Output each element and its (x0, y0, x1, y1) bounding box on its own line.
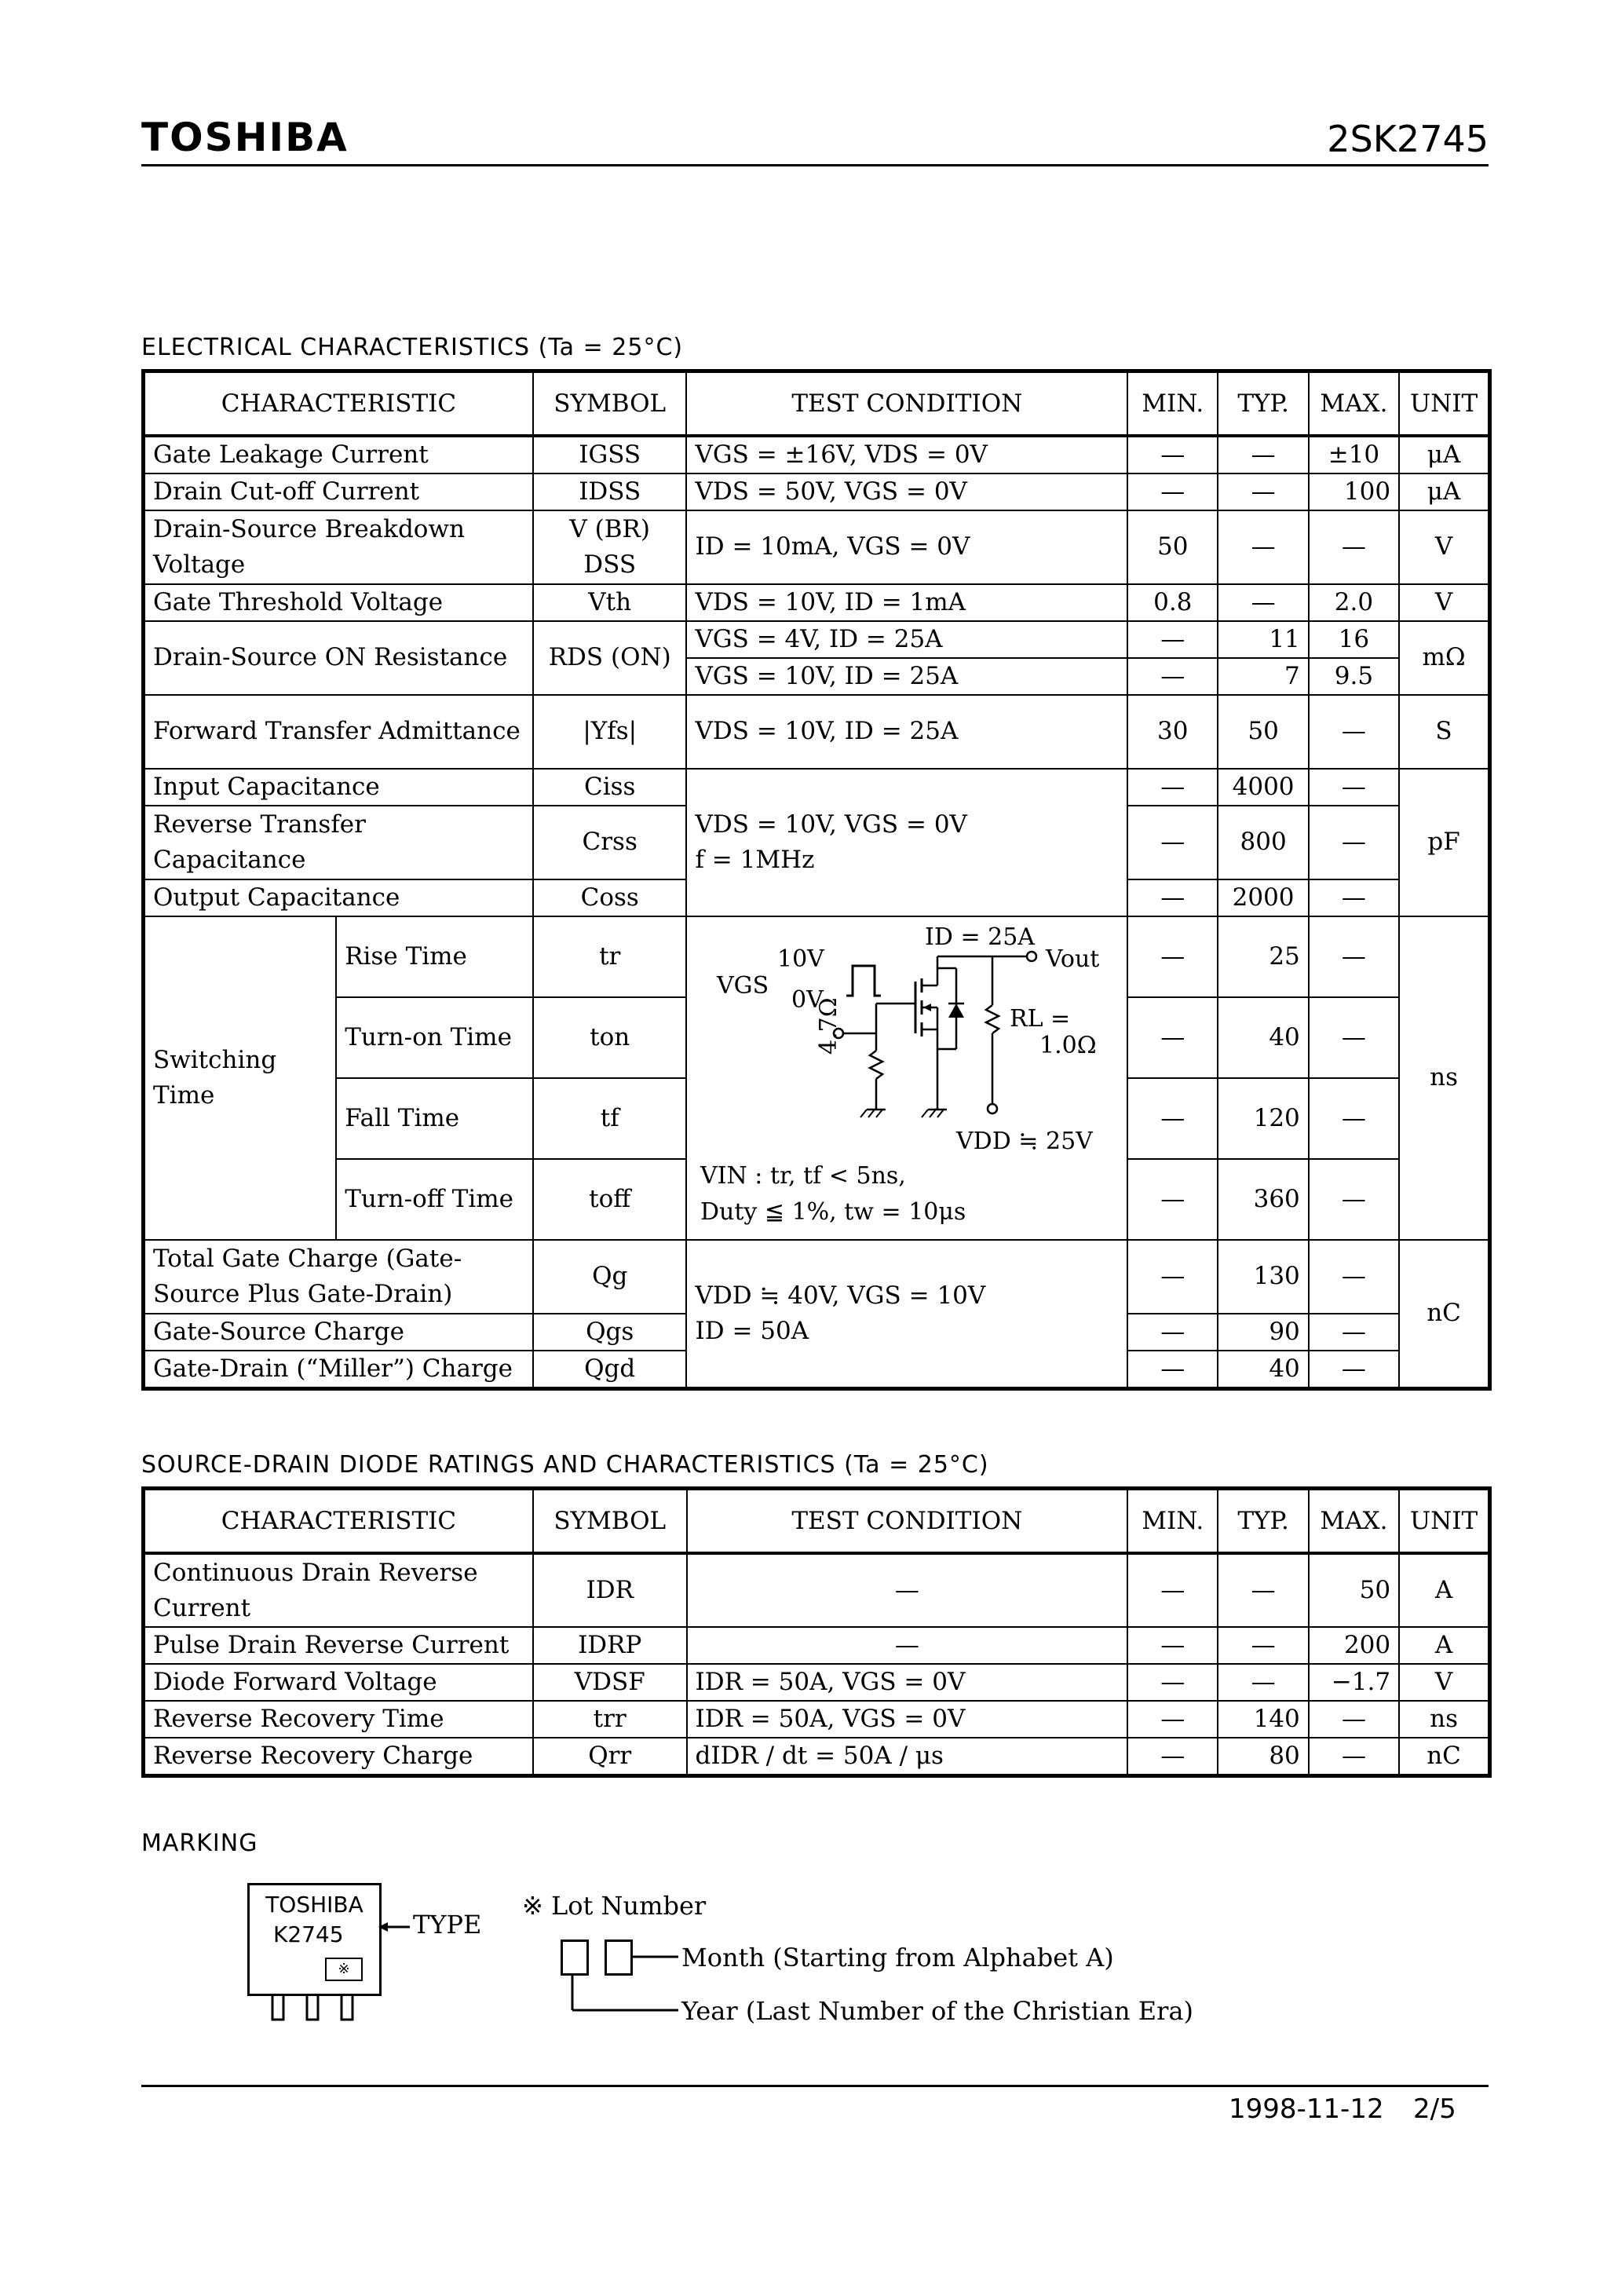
cond-line: f = 1MHz (695, 845, 815, 874)
char-name: Gate Leakage Current (144, 436, 533, 473)
char-unit: μA (1399, 436, 1489, 473)
char-unit: ns (1399, 1701, 1489, 1738)
char-unit: V (1399, 510, 1489, 584)
char-min: — (1127, 1240, 1218, 1314)
table-row (144, 695, 1490, 769)
char-name: Reverse Recovery Time (144, 1701, 533, 1738)
char-symbol: Qgd (533, 1351, 687, 1388)
char-max: — (1309, 1159, 1399, 1240)
char-unit: pF (1399, 769, 1489, 916)
char-min: — (1127, 1078, 1218, 1159)
char-unit: V (1399, 584, 1489, 621)
char-condition: VDS = 10V, ID = 25A (686, 695, 1127, 769)
year-legend: Year (Last Number of the Christian Era) (681, 1996, 1194, 2026)
char-max: — (1309, 997, 1399, 1078)
gate-charge-condition (686, 1240, 1127, 1388)
vout-label: Vout (1046, 945, 1100, 973)
char-typ: 7 (1218, 658, 1308, 695)
char-name: Gate Threshold Voltage (144, 584, 533, 621)
char-max: — (1309, 510, 1399, 584)
char-condition: ID = 10mA, VGS = 0V (686, 510, 1127, 584)
pulse-note-line2: Duty ≦ 1%, tw = 10μs (700, 1198, 966, 1226)
load-resistor-label: RL = (1010, 1005, 1071, 1033)
char-min: 50 (1127, 510, 1218, 584)
char-symbol: tr (533, 916, 687, 997)
char-name: Continuous Drain Reverse Current (144, 1553, 533, 1627)
table-row (144, 1701, 1490, 1738)
diode-table (141, 1486, 1492, 1778)
char-typ: 360 (1218, 1159, 1308, 1240)
char-symbol: Qrr (533, 1738, 687, 1775)
char-typ: 11 (1218, 621, 1308, 658)
electrical-section-title: ELECTRICAL CHARACTERISTICS (Ta = 25°C) (141, 334, 684, 361)
char-condition: VGS = 4V, ID = 25A (686, 621, 1127, 658)
char-unit: A (1399, 1553, 1489, 1627)
char-typ: 50 (1218, 695, 1308, 769)
lot-number-label: ※ Lot Number (522, 1891, 707, 1921)
cond-line: VDD ≒ 40V, VGS = 10V (695, 1281, 986, 1310)
char-min: 30 (1127, 695, 1218, 769)
char-name: Drain-Source Breakdown Voltage (144, 510, 533, 584)
char-min: — (1127, 1159, 1218, 1240)
char-symbol: |Yfs| (533, 695, 687, 769)
package-outline (247, 1883, 382, 1996)
char-name: Output Capacitance (144, 879, 533, 916)
table-row (144, 584, 1490, 621)
char-typ: — (1218, 473, 1308, 510)
header-characteristic: CHARACTERISTIC (144, 371, 533, 437)
char-symbol: trr (533, 1701, 687, 1738)
header-max: MAX. (1309, 1489, 1399, 1554)
char-condition: VGS = 10V, ID = 25A (686, 658, 1127, 695)
char-max: — (1309, 916, 1399, 997)
char-condition: VDS = 50V, VGS = 0V (686, 473, 1127, 510)
table-row (144, 1738, 1490, 1775)
char-symbol: IDRP (533, 1627, 687, 1664)
char-name: Gate-Drain (“Miller”) Charge (144, 1351, 533, 1388)
char-max: 100 (1309, 473, 1399, 510)
char-symbol: Ciss (533, 769, 687, 806)
char-max: — (1309, 695, 1399, 769)
pulse-note-line1: VIN : tr, tf < 5ns, (700, 1162, 906, 1190)
char-typ: — (1218, 510, 1308, 584)
char-min: — (1127, 916, 1218, 997)
char-typ: 40 (1218, 997, 1308, 1078)
char-symbol: IDR (533, 1553, 687, 1627)
char-symbol: Qgs (533, 1314, 687, 1351)
char-name: Reverse Recovery Charge (144, 1738, 533, 1775)
vdd-label: VDD ≒ 25V (956, 1128, 1093, 1155)
char-name: Pulse Drain Reverse Current (144, 1627, 533, 1664)
footer-page: 2/5 (1413, 2093, 1456, 2125)
part-number: 2SK2745 (1327, 118, 1489, 160)
char-symbol: Qg (533, 1240, 687, 1314)
diode-header-row (144, 1489, 1490, 1554)
header-min: MIN. (1127, 371, 1218, 437)
char-max: 9.5 (1309, 658, 1399, 695)
table-row (144, 1553, 1490, 1627)
char-min: — (1127, 1738, 1218, 1775)
cond-line: VDS = 10V, VGS = 0V (695, 810, 967, 839)
header-unit: UNIT (1399, 1489, 1489, 1554)
table-row (144, 510, 1490, 584)
month-legend: Month (Starting from Alphabet A) (681, 1943, 1114, 1972)
char-max: — (1309, 1738, 1399, 1775)
char-typ: — (1218, 1627, 1308, 1664)
char-typ: 40 (1218, 1351, 1308, 1388)
char-min: — (1127, 1351, 1218, 1388)
table-row (144, 473, 1490, 510)
char-min: — (1127, 658, 1218, 695)
char-unit: nC (1399, 1738, 1489, 1775)
gate-resistor-label: 4.7Ω (815, 997, 842, 1055)
char-max: — (1309, 806, 1399, 879)
header-typ: TYP. (1218, 371, 1308, 437)
char-typ: 120 (1218, 1078, 1308, 1159)
char-condition: — (687, 1553, 1128, 1627)
switching-circuit-diagram (689, 917, 1125, 1241)
char-symbol: tf (533, 1078, 687, 1159)
char-typ: — (1218, 436, 1308, 473)
char-min: — (1127, 806, 1218, 879)
char-unit: V (1399, 1664, 1489, 1701)
char-min: — (1127, 1314, 1218, 1351)
header-symbol: SYMBOL (533, 1489, 687, 1554)
header-test-condition: TEST CONDITION (686, 371, 1127, 437)
char-symbol: Crss (533, 806, 687, 879)
package-brand: TOSHIBA (265, 1892, 363, 1918)
char-min: — (1127, 1701, 1218, 1738)
diode-section-title: SOURCE-DRAIN DIODE RATINGS AND CHARACTERISTICS (Ta = 25°C) (141, 1451, 989, 1479)
char-symbol: Coss (533, 879, 687, 916)
table-row (144, 436, 1490, 473)
table-row (144, 769, 1490, 806)
char-max: — (1309, 1240, 1399, 1314)
header-characteristic: CHARACTERISTIC (144, 1489, 533, 1554)
char-name: Drain-Source ON Resistance (144, 621, 533, 695)
table-row (144, 621, 1490, 658)
header-test-condition: TEST CONDITION (687, 1489, 1128, 1554)
char-condition: — (687, 1627, 1128, 1664)
char-max: ±10 (1309, 436, 1399, 473)
footer-date: 1998-11-12 (1229, 2093, 1384, 2125)
char-min: — (1127, 436, 1218, 473)
electrical-header-row (144, 371, 1490, 437)
char-min: — (1127, 997, 1218, 1078)
char-typ: 25 (1218, 916, 1308, 997)
package-leads (247, 1993, 404, 2024)
vgs-label: VGS (717, 972, 769, 1000)
char-max: — (1309, 1078, 1399, 1159)
char-max: −1.7 (1309, 1664, 1399, 1701)
header-symbol: SYMBOL (533, 371, 687, 437)
char-min: — (1127, 879, 1218, 916)
char-condition: IDR = 50A, VGS = 0V (687, 1701, 1128, 1738)
header-max: MAX. (1309, 371, 1399, 437)
char-name: Reverse Transfer Capacitance (144, 806, 533, 879)
char-condition: dIDR / dt = 50A / μs (687, 1738, 1128, 1775)
char-symbol: RDS (ON) (533, 621, 687, 695)
cond-line: ID = 50A (695, 1316, 809, 1345)
char-name: Total Gate Charge (Gate-Source Plus Gate-Drain) (144, 1240, 533, 1314)
char-typ: 2000 (1218, 879, 1308, 916)
char-max: — (1309, 879, 1399, 916)
pulse-high-label: 10V (777, 945, 824, 973)
footer-rule (141, 2085, 1489, 2087)
brand-logo: TOSHIBA (141, 115, 349, 160)
char-min: — (1127, 621, 1218, 658)
type-arrow-icon (378, 1919, 410, 1935)
char-symbol: ton (533, 997, 687, 1078)
char-min: — (1127, 769, 1218, 806)
char-max: — (1309, 1314, 1399, 1351)
char-max: 16 (1309, 621, 1399, 658)
char-min: — (1127, 473, 1218, 510)
char-name: Input Capacitance (144, 769, 533, 806)
char-condition: IDR = 50A, VGS = 0V (687, 1664, 1128, 1701)
char-max: — (1309, 1701, 1399, 1738)
char-condition: VDS = 10V, ID = 1mA (686, 584, 1127, 621)
char-typ: 130 (1218, 1240, 1308, 1314)
char-typ: 80 (1218, 1738, 1308, 1775)
char-name: Turn-on Time (336, 997, 533, 1078)
char-min: — (1127, 1664, 1218, 1701)
header-min: MIN. (1127, 1489, 1218, 1554)
char-max: 50 (1309, 1553, 1399, 1627)
pulse-low-label: 0V (791, 986, 824, 1014)
char-typ: 800 (1218, 806, 1308, 879)
char-symbol: Vth (533, 584, 687, 621)
char-max: — (1309, 1351, 1399, 1388)
table-row (144, 1664, 1490, 1701)
char-min: — (1127, 1553, 1218, 1627)
char-unit: μA (1399, 473, 1489, 510)
char-name: Gate-Source Charge (144, 1314, 533, 1351)
char-min: 0.8 (1127, 584, 1218, 621)
char-condition: VGS = ±16V, VDS = 0V (686, 436, 1127, 473)
char-symbol: V (BR) DSS (533, 510, 687, 584)
lot-connector-lines (550, 1940, 691, 2026)
char-max: 2.0 (1309, 584, 1399, 621)
package-type: K2745 (273, 1921, 344, 1947)
char-unit: nC (1399, 1240, 1489, 1388)
table-row (144, 1240, 1490, 1314)
lot-number-box: ※ (325, 1958, 363, 1981)
type-label: TYPE (413, 1910, 482, 1940)
switching-group: Switching Time (144, 916, 337, 1240)
char-name: Fall Time (336, 1078, 533, 1159)
capacitance-condition (686, 769, 1127, 916)
char-symbol: IGSS (533, 436, 687, 473)
char-max: 200 (1309, 1627, 1399, 1664)
char-symbol: VDSF (533, 1664, 687, 1701)
drain-current-label: ID = 25A (925, 923, 1035, 951)
char-typ: — (1218, 1664, 1308, 1701)
table-row (144, 1627, 1490, 1664)
header-unit: UNIT (1399, 371, 1489, 437)
char-typ: — (1218, 584, 1308, 621)
char-name: Drain Cut-off Current (144, 473, 533, 510)
marking-section-title: MARKING (141, 1830, 258, 1857)
char-unit: A (1399, 1627, 1489, 1664)
char-name: Turn-off Time (336, 1159, 533, 1240)
char-name: Rise Time (336, 916, 533, 997)
char-min: — (1127, 1627, 1218, 1664)
char-typ: 140 (1218, 1701, 1308, 1738)
load-resistor-value: 1.0Ω (1039, 1032, 1097, 1059)
char-unit: S (1399, 695, 1489, 769)
char-unit: mΩ (1399, 621, 1489, 695)
char-typ: 90 (1218, 1314, 1308, 1351)
char-typ: 4000 (1218, 769, 1308, 806)
char-max: — (1309, 769, 1399, 806)
char-unit: ns (1399, 916, 1489, 1240)
header-rule (141, 164, 1489, 166)
header-typ: TYP. (1218, 1489, 1308, 1554)
char-name: Diode Forward Voltage (144, 1664, 533, 1701)
char-name: Forward Transfer Admittance (144, 695, 533, 769)
char-symbol: toff (533, 1159, 687, 1240)
char-symbol: IDSS (533, 473, 687, 510)
char-typ: — (1218, 1553, 1308, 1627)
